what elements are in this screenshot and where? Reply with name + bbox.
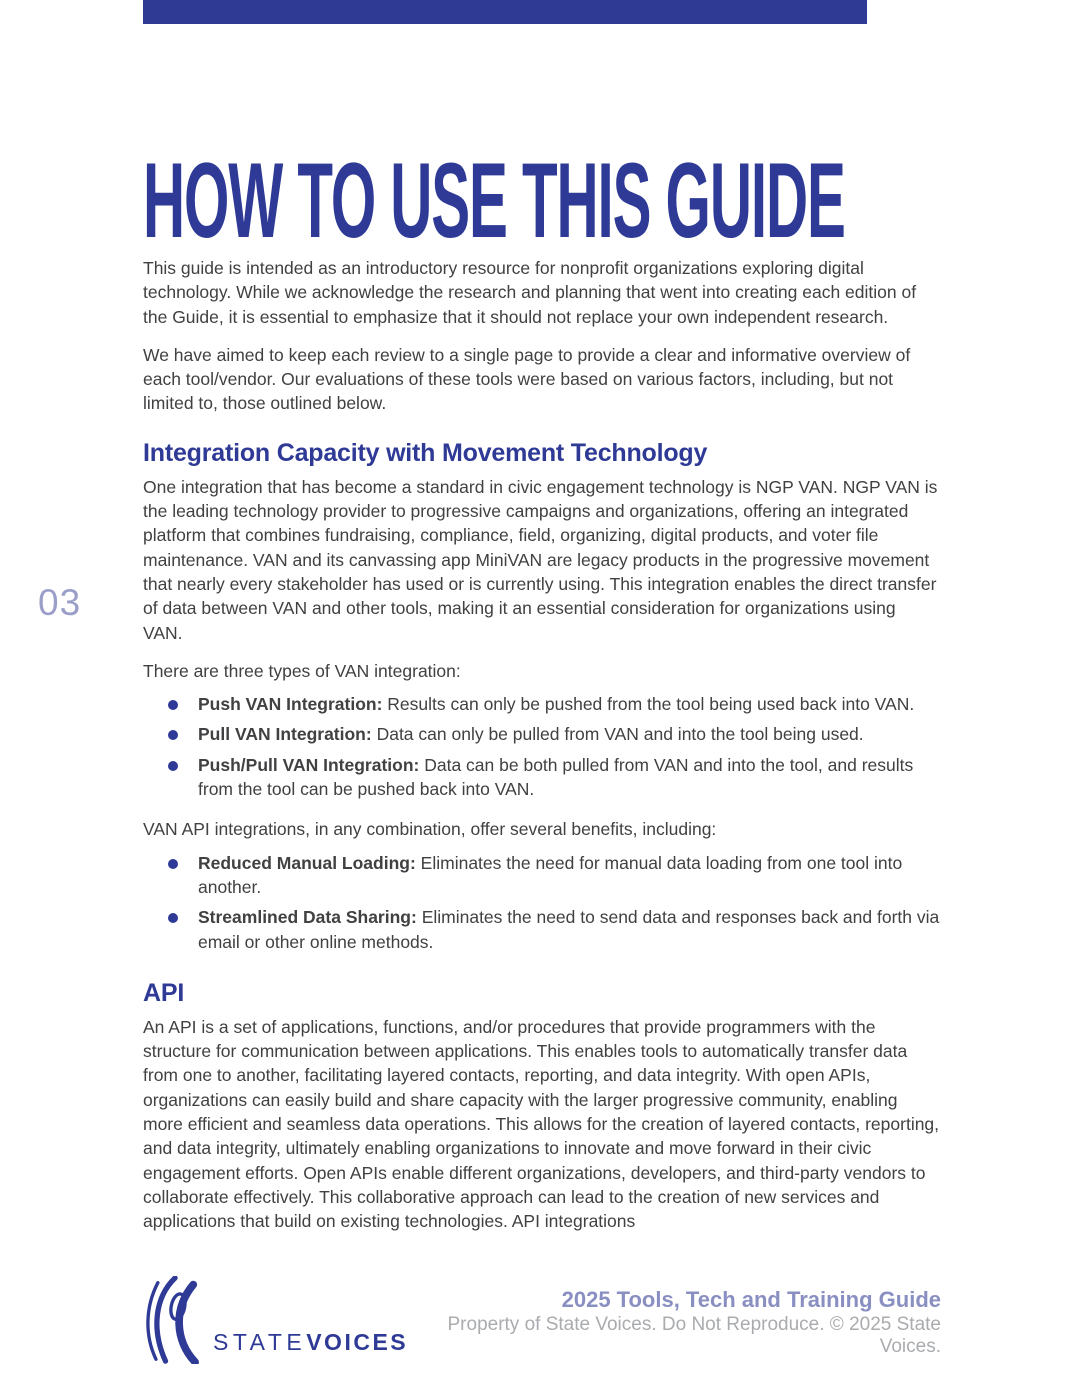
list-item-label: Reduced Manual Loading: bbox=[198, 852, 416, 873]
bullet-icon bbox=[168, 761, 178, 771]
footer-text-block bbox=[408, 1287, 941, 1358]
intro-paragraph-1: This guide is intended as an introductory resource for nonprofit organizations exploring digital technology. While we acknowledge the research and planning that went into creating each edition of the Guide, it is essential to emphasize that it should not replace your own independent research. bbox=[143, 258, 917, 327]
page-content bbox=[143, 24, 940, 1234]
integration-section-heading: Integration Capacity with Movement Technology bbox=[143, 438, 708, 467]
page-footer bbox=[143, 1276, 941, 1364]
wordmark-state: STATE bbox=[213, 1329, 307, 1355]
api-section-body: An API is a set of applications, functions, and/or procedures that provide programmers with the structure for communication between applications. This enables tools to automatically transfer data from one to another, facilitating layered contacts, reporting, and data integrity. With open APIs, organizations can easily build and share capacity with the larger progressive community, enabling more efficient and seamless data operations. This allows for the creation of layered contacts, reporting, and data integrity, ultimately enabling organizations to innovate and move forward in their civic engagement efforts. Open APIs enable different organizations, developers, and third-party vendors to collaborate effectively. This collaborative approach can lead to the creation of new services and applications that build on existing technologies. API integrations bbox=[143, 1016, 940, 1232]
page-title-text: HOW TO USE THIS GUIDE bbox=[143, 140, 845, 260]
page-number: 03 bbox=[38, 582, 82, 623]
bullet-icon bbox=[168, 730, 178, 740]
list-item-label: Pull VAN Integration: bbox=[198, 724, 372, 745]
api-section-heading: API bbox=[143, 978, 185, 1007]
list-item-text: Eliminates the need to send data and responses back and forth via email or other online methods. bbox=[198, 907, 940, 952]
list-item-text: Data can be both pulled from VAN and into the tool, and results from the tool can be pushed back into VAN. bbox=[198, 754, 914, 800]
bullet-icon bbox=[168, 859, 178, 869]
list-item-text: Eliminates the need for manual data loading from one tool into another. bbox=[198, 852, 903, 897]
list-item-label: Streamlined Data Sharing: bbox=[198, 907, 417, 928]
wordmark-voices: VOICES bbox=[306, 1329, 409, 1355]
van-api-benefits-intro: VAN API integrations, in any combination, offer several benefits, including: bbox=[143, 819, 717, 840]
list-item bbox=[143, 753, 940, 802]
bullet-icon bbox=[168, 700, 178, 710]
list-item-text: Data can only be pulled from VAN and into the tool being used. bbox=[376, 724, 864, 745]
list-item-label: Push VAN Integration: bbox=[198, 694, 383, 715]
bullet-icon bbox=[168, 913, 178, 923]
list-item-text: Results can only be pushed from the tool being used back into VAN. bbox=[387, 694, 915, 715]
list-item bbox=[143, 851, 940, 900]
list-item bbox=[143, 692, 940, 716]
van-api-benefits-list bbox=[143, 851, 940, 954]
van-integration-types-list bbox=[143, 692, 940, 801]
statevoices-logo bbox=[143, 1276, 408, 1364]
intro-paragraph-2: We have aimed to keep each review to a single page to provide a clear and informative overview of each tool/vendor. Our evaluations of these tools were based on various factors, including, but not limited to, those outlined below. bbox=[143, 344, 911, 414]
statevoices-wordmark bbox=[213, 1329, 408, 1356]
list-item bbox=[143, 905, 940, 954]
top-accent-bar bbox=[143, 0, 867, 24]
page-title bbox=[143, 140, 940, 260]
statevoices-logo-icon bbox=[143, 1276, 211, 1364]
list-item bbox=[143, 722, 940, 746]
van-integration-list-intro: There are three types of VAN integration: bbox=[143, 660, 461, 681]
integration-section-body: One integration that has become a standard in civic engagement technology is NGP VAN. NGP VAN is the leading technology provider to progressive campaigns and organizations, offering an integrated platform that combines fundraising, compliance, field, organizing, digital products, and voter file maintenance. VAN and its canvassing app MiniVAN are legacy products in the progressive movement that nearly every stakeholder has used or is currently using. This integration enables the direct transfer of data between VAN and other tools, making it an essential consideration for organizations using VAN. bbox=[143, 476, 938, 643]
footer-copyright: Property of State Voices. Do Not Reproduce. © 2025 State Voices. bbox=[447, 1314, 941, 1357]
list-item-label: Push/Pull VAN Integration: bbox=[198, 754, 420, 775]
footer-guide-title: 2025 Tools, Tech and Training Guide bbox=[561, 1287, 941, 1312]
